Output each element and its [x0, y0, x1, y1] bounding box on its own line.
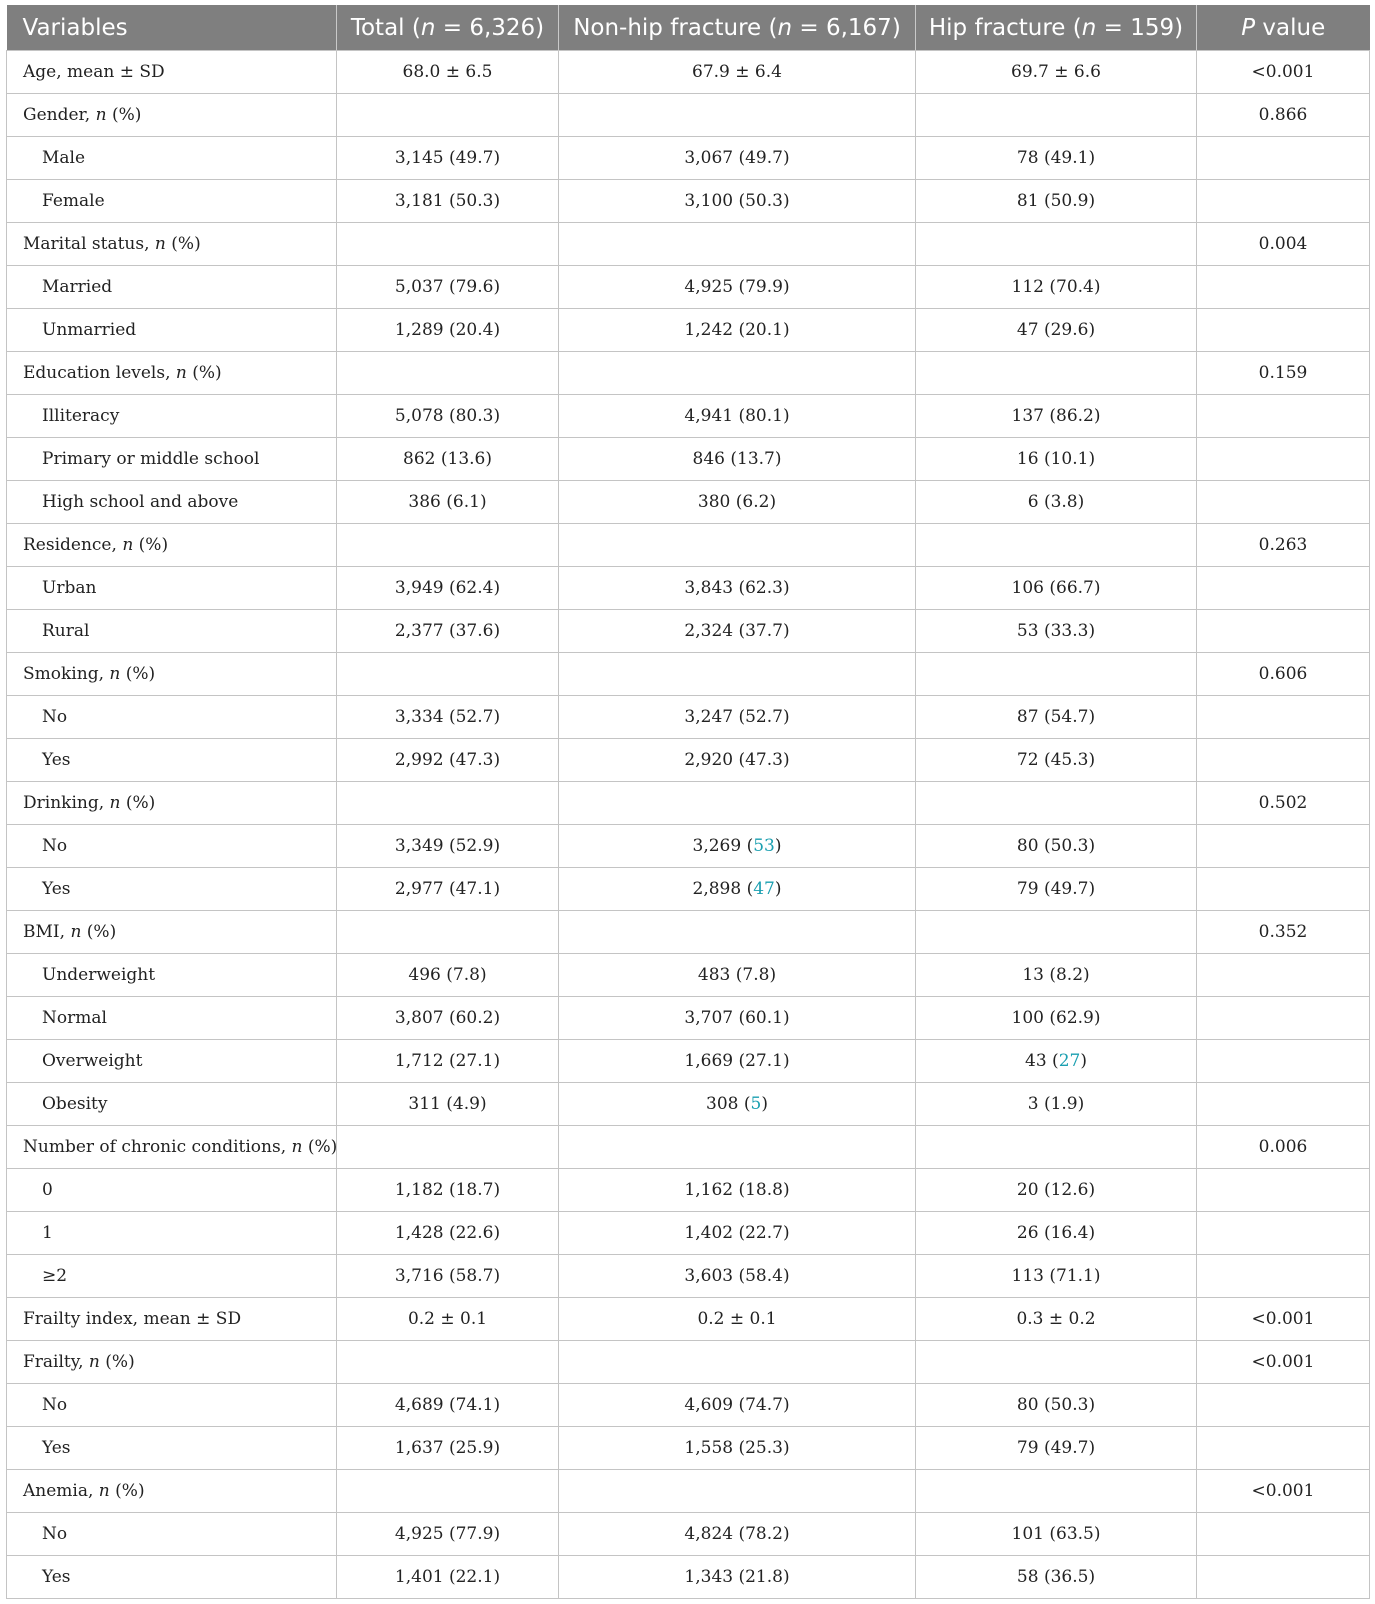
variable-cell: Obesity: [7, 1083, 337, 1126]
total-cell: [337, 223, 559, 266]
non-hip-cell: 846 (13.7): [559, 438, 916, 481]
p-value-cell: 0.866: [1197, 94, 1370, 137]
variable-cell: Female: [7, 180, 337, 223]
table-row: [7, 1083, 1370, 1126]
table-row: [7, 868, 1370, 911]
table-row: [7, 911, 1370, 954]
variable-cell: Rural: [7, 610, 337, 653]
table-row: [7, 137, 1370, 180]
hip-cell: 20 (12.6): [916, 1169, 1197, 1212]
total-cell: [337, 352, 559, 395]
variable-cell: Yes: [7, 739, 337, 782]
p-value-cell: [1197, 1169, 1370, 1212]
total-cell: 3,334 (52.7): [337, 696, 559, 739]
p-value-cell: [1197, 438, 1370, 481]
table-row: [7, 1298, 1370, 1341]
total-cell: 862 (13.6): [337, 438, 559, 481]
variable-cell: Residence, n (%): [7, 524, 337, 567]
p-value-cell: [1197, 481, 1370, 524]
non-hip-cell: 483 (7.8): [559, 954, 916, 997]
table-row: [7, 438, 1370, 481]
non-hip-cell: 4,609 (74.7): [559, 1384, 916, 1427]
variable-cell: Male: [7, 137, 337, 180]
variable-cell: Married: [7, 266, 337, 309]
hip-cell: [916, 1126, 1197, 1169]
hip-cell: 72 (45.3): [916, 739, 1197, 782]
reference-link[interactable]: 27: [1058, 1051, 1081, 1071]
table-row: [7, 352, 1370, 395]
reference-link[interactable]: 47: [753, 879, 775, 899]
variable-cell: No: [7, 825, 337, 868]
total-cell: 386 (6.1): [337, 481, 559, 524]
hip-cell: [916, 352, 1197, 395]
p-value-cell: 0.352: [1197, 911, 1370, 954]
table-row: [7, 266, 1370, 309]
total-cell: 1,401 (22.1): [337, 1556, 559, 1599]
total-cell: 5,078 (80.3): [337, 395, 559, 438]
table-row: [7, 1040, 1370, 1083]
total-cell: 2,977 (47.1): [337, 868, 559, 911]
non-hip-cell: 3,707 (60.1): [559, 997, 916, 1040]
table-row: [7, 1470, 1370, 1513]
variable-cell: Overweight: [7, 1040, 337, 1083]
table-row: [7, 1255, 1370, 1298]
non-hip-cell: 1,402 (22.7): [559, 1212, 916, 1255]
p-value-cell: <0.001: [1197, 1298, 1370, 1341]
total-cell: 1,637 (25.9): [337, 1427, 559, 1470]
table-row: [7, 1384, 1370, 1427]
hip-cell: [916, 911, 1197, 954]
table-row: [7, 1556, 1370, 1599]
hip-cell: 47 (29.6): [916, 309, 1197, 352]
total-cell: 3,807 (60.2): [337, 997, 559, 1040]
total-cell: [337, 911, 559, 954]
hip-cell: 3 (1.9): [916, 1083, 1197, 1126]
hip-cell: 6 (3.8): [916, 481, 1197, 524]
total-cell: 2,377 (37.6): [337, 610, 559, 653]
hip-cell: [916, 1341, 1197, 1384]
total-cell: 3,145 (49.7): [337, 137, 559, 180]
total-cell: 68.0 ± 6.5: [337, 51, 559, 94]
baseline-characteristics-table: [6, 5, 1370, 1599]
variable-cell: Number of chronic conditions, n (%): [7, 1126, 337, 1169]
p-value-cell: 0.263: [1197, 524, 1370, 567]
non-hip-cell: 308 (5): [559, 1083, 916, 1126]
table-row: [7, 739, 1370, 782]
variable-cell: Urban: [7, 567, 337, 610]
variable-cell: Education levels, n (%): [7, 352, 337, 395]
variable-cell: No: [7, 696, 337, 739]
non-hip-cell: [559, 223, 916, 266]
variable-cell: Primary or middle school: [7, 438, 337, 481]
table-header: [7, 5, 1370, 51]
non-hip-cell: 1,558 (25.3): [559, 1427, 916, 1470]
table-row: [7, 1427, 1370, 1470]
p-value-cell: [1197, 1513, 1370, 1556]
table-row: [7, 567, 1370, 610]
p-value-cell: [1197, 1556, 1370, 1599]
hip-cell: 101 (63.5): [916, 1513, 1197, 1556]
p-value-cell: <0.001: [1197, 1341, 1370, 1384]
non-hip-cell: 4,925 (79.9): [559, 266, 916, 309]
hip-cell: [916, 94, 1197, 137]
p-value-cell: [1197, 567, 1370, 610]
table-row: [7, 997, 1370, 1040]
header-non-hip-fracture: Non-hip fracture (n = 6,167): [559, 5, 916, 51]
hip-cell: 53 (33.3): [916, 610, 1197, 653]
hip-cell: [916, 223, 1197, 266]
non-hip-cell: 0.2 ± 0.1: [559, 1298, 916, 1341]
total-cell: [337, 1126, 559, 1169]
total-cell: 311 (4.9): [337, 1083, 559, 1126]
p-value-cell: <0.001: [1197, 51, 1370, 94]
hip-cell: 80 (50.3): [916, 825, 1197, 868]
variable-cell: No: [7, 1513, 337, 1556]
hip-cell: 79 (49.7): [916, 868, 1197, 911]
total-cell: 3,949 (62.4): [337, 567, 559, 610]
non-hip-cell: 4,824 (78.2): [559, 1513, 916, 1556]
hip-cell: 87 (54.7): [916, 696, 1197, 739]
non-hip-cell: [559, 1470, 916, 1513]
non-hip-cell: [559, 653, 916, 696]
variable-cell: Smoking, n (%): [7, 653, 337, 696]
total-cell: [337, 524, 559, 567]
p-value-cell: <0.001: [1197, 1470, 1370, 1513]
p-value-cell: [1197, 1384, 1370, 1427]
p-value-cell: [1197, 1255, 1370, 1298]
table-row: [7, 1169, 1370, 1212]
p-value-cell: [1197, 266, 1370, 309]
p-value-cell: [1197, 825, 1370, 868]
p-value-cell: 0.159: [1197, 352, 1370, 395]
total-cell: [337, 94, 559, 137]
non-hip-cell: 3,100 (50.3): [559, 180, 916, 223]
table-row: [7, 610, 1370, 653]
non-hip-cell: 1,343 (21.8): [559, 1556, 916, 1599]
table-row: [7, 825, 1370, 868]
hip-cell: 43 (27): [916, 1040, 1197, 1083]
total-cell: 496 (7.8): [337, 954, 559, 997]
p-value-cell: [1197, 1083, 1370, 1126]
non-hip-cell: 3,067 (49.7): [559, 137, 916, 180]
hip-cell: 113 (71.1): [916, 1255, 1197, 1298]
non-hip-cell: [559, 1341, 916, 1384]
variable-cell: Underweight: [7, 954, 337, 997]
header-total: Total (n = 6,326): [337, 5, 559, 51]
p-value-cell: [1197, 309, 1370, 352]
hip-cell: 78 (49.1): [916, 137, 1197, 180]
variable-cell: Age, mean ± SD: [7, 51, 337, 94]
variable-cell: Marital status, n (%): [7, 223, 337, 266]
variable-cell: High school and above: [7, 481, 337, 524]
non-hip-cell: 3,269 (53): [559, 825, 916, 868]
non-hip-cell: [559, 352, 916, 395]
total-cell: 4,689 (74.1): [337, 1384, 559, 1427]
non-hip-cell: 2,324 (37.7): [559, 610, 916, 653]
total-cell: 1,289 (20.4): [337, 309, 559, 352]
header-hip-fracture: Hip fracture (n = 159): [916, 5, 1197, 51]
table-body: [7, 51, 1370, 1599]
non-hip-cell: [559, 94, 916, 137]
variable-cell: No: [7, 1384, 337, 1427]
total-cell: 3,349 (52.9): [337, 825, 559, 868]
hip-cell: 0.3 ± 0.2: [916, 1298, 1197, 1341]
variable-cell: Frailty index, mean ± SD: [7, 1298, 337, 1341]
table-row: [7, 653, 1370, 696]
table-row: [7, 524, 1370, 567]
p-value-cell: [1197, 868, 1370, 911]
non-hip-cell: 3,843 (62.3): [559, 567, 916, 610]
p-value-cell: [1197, 395, 1370, 438]
non-hip-cell: 3,603 (58.4): [559, 1255, 916, 1298]
variable-cell: Yes: [7, 1427, 337, 1470]
hip-cell: 69.7 ± 6.6: [916, 51, 1197, 94]
hip-cell: [916, 782, 1197, 825]
non-hip-cell: [559, 911, 916, 954]
p-value-cell: [1197, 1040, 1370, 1083]
hip-cell: 100 (62.9): [916, 997, 1197, 1040]
p-value-cell: [1197, 1427, 1370, 1470]
table-row: [7, 180, 1370, 223]
table-row: [7, 94, 1370, 137]
non-hip-cell: 1,669 (27.1): [559, 1040, 916, 1083]
total-cell: [337, 1341, 559, 1384]
p-value-cell: 0.004: [1197, 223, 1370, 266]
hip-cell: [916, 653, 1197, 696]
total-cell: 1,428 (22.6): [337, 1212, 559, 1255]
header-p-value: P value: [1197, 5, 1370, 51]
variable-cell: Frailty, n (%): [7, 1341, 337, 1384]
non-hip-cell: 380 (6.2): [559, 481, 916, 524]
p-value-cell: 0.606: [1197, 653, 1370, 696]
table-row: [7, 309, 1370, 352]
p-value-cell: [1197, 610, 1370, 653]
variable-cell: Anemia, n (%): [7, 1470, 337, 1513]
hip-cell: 58 (36.5): [916, 1556, 1197, 1599]
table-row: [7, 395, 1370, 438]
table-row: [7, 481, 1370, 524]
hip-cell: 79 (49.7): [916, 1427, 1197, 1470]
variable-cell: Illiteracy: [7, 395, 337, 438]
variable-cell: 1: [7, 1212, 337, 1255]
non-hip-cell: [559, 524, 916, 567]
hip-cell: 16 (10.1): [916, 438, 1197, 481]
hip-cell: 80 (50.3): [916, 1384, 1197, 1427]
non-hip-cell: 1,242 (20.1): [559, 309, 916, 352]
total-cell: 0.2 ± 0.1: [337, 1298, 559, 1341]
total-cell: 1,712 (27.1): [337, 1040, 559, 1083]
non-hip-cell: 2,920 (47.3): [559, 739, 916, 782]
variable-cell: Gender, n (%): [7, 94, 337, 137]
variable-cell: 0: [7, 1169, 337, 1212]
p-value-cell: [1197, 997, 1370, 1040]
table-row: [7, 954, 1370, 997]
hip-cell: 112 (70.4): [916, 266, 1197, 309]
table-row: [7, 223, 1370, 266]
total-cell: 5,037 (79.6): [337, 266, 559, 309]
total-cell: 3,181 (50.3): [337, 180, 559, 223]
reference-link[interactable]: 5: [750, 1094, 762, 1114]
p-value-cell: 0.502: [1197, 782, 1370, 825]
variable-cell: Drinking, n (%): [7, 782, 337, 825]
p-value-cell: 0.006: [1197, 1126, 1370, 1169]
hip-cell: 81 (50.9): [916, 180, 1197, 223]
table-row: [7, 696, 1370, 739]
total-cell: 3,716 (58.7): [337, 1255, 559, 1298]
total-cell: 2,992 (47.3): [337, 739, 559, 782]
non-hip-cell: 67.9 ± 6.4: [559, 51, 916, 94]
non-hip-cell: [559, 782, 916, 825]
total-cell: [337, 782, 559, 825]
p-value-cell: [1197, 954, 1370, 997]
table-row: [7, 51, 1370, 94]
p-value-cell: [1197, 137, 1370, 180]
non-hip-cell: 1,162 (18.8): [559, 1169, 916, 1212]
variable-cell: Yes: [7, 1556, 337, 1599]
table-row: [7, 1126, 1370, 1169]
table-row: [7, 782, 1370, 825]
total-cell: [337, 653, 559, 696]
header-row: [7, 5, 1370, 51]
p-value-cell: [1197, 696, 1370, 739]
non-hip-cell: [559, 1126, 916, 1169]
total-cell: 1,182 (18.7): [337, 1169, 559, 1212]
hip-cell: 137 (86.2): [916, 395, 1197, 438]
total-cell: [337, 1470, 559, 1513]
hip-cell: 26 (16.4): [916, 1212, 1197, 1255]
table-row: [7, 1212, 1370, 1255]
non-hip-cell: 4,941 (80.1): [559, 395, 916, 438]
table-row: [7, 1341, 1370, 1384]
p-value-cell: [1197, 180, 1370, 223]
non-hip-cell: 3,247 (52.7): [559, 696, 916, 739]
variable-cell: BMI, n (%): [7, 911, 337, 954]
hip-cell: [916, 524, 1197, 567]
variable-cell: Yes: [7, 868, 337, 911]
total-cell: 4,925 (77.9): [337, 1513, 559, 1556]
variable-cell: Normal: [7, 997, 337, 1040]
non-hip-cell: 2,898 (47): [559, 868, 916, 911]
p-value-cell: [1197, 1212, 1370, 1255]
hip-cell: 106 (66.7): [916, 567, 1197, 610]
hip-cell: 13 (8.2): [916, 954, 1197, 997]
reference-link[interactable]: 53: [753, 836, 775, 856]
variable-cell: Unmarried: [7, 309, 337, 352]
header-variables: Variables: [7, 5, 337, 51]
table-row: [7, 1513, 1370, 1556]
variable-cell: ≥2: [7, 1255, 337, 1298]
hip-cell: [916, 1470, 1197, 1513]
p-value-cell: [1197, 739, 1370, 782]
